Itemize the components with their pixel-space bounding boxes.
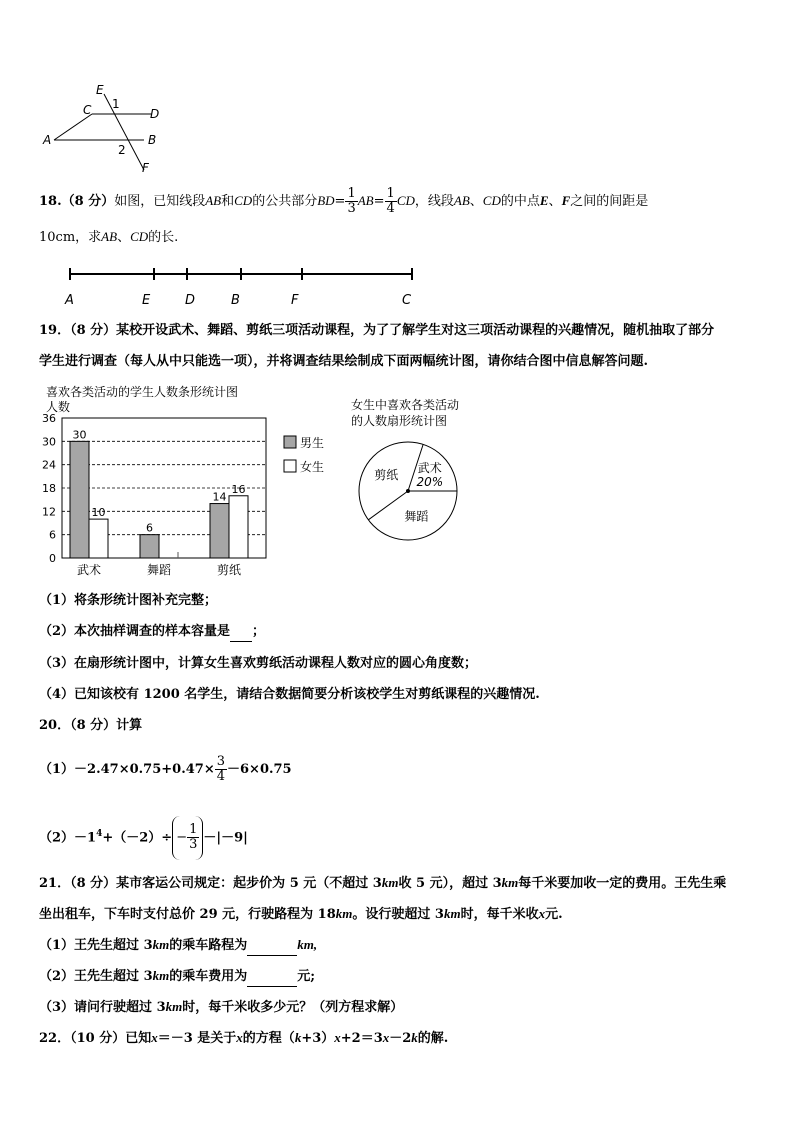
q19-sub3: （3）在扇形统计图中，计算女生喜欢剪纸活动课程人数对应的圆心角度数； xyxy=(39,656,478,671)
y-tick-label: 6 xyxy=(49,528,56,542)
data-label: 6 xyxy=(146,521,153,535)
label-e: E xyxy=(96,83,104,97)
bar-chart-title: 喜欢各类活动的学生人数条形统计图 xyxy=(46,385,239,399)
fraction-one-fourth: $\frac{1}{4}$ xyxy=(386,186,395,216)
y-tick-label: 36 xyxy=(42,412,56,425)
y-tick-label: 24 xyxy=(42,458,56,472)
x-tick-label: 舞蹈 xyxy=(146,563,172,577)
q19-sub2: （2）本次抽样调查的样本容量是 ； xyxy=(39,623,265,642)
seg-label-c: C xyxy=(402,293,412,308)
seg-label-e: E xyxy=(142,293,151,308)
data-label: 10 xyxy=(91,506,106,520)
answer-blank[interactable] xyxy=(230,623,252,642)
label-2: 2 xyxy=(118,143,126,157)
bar-女生-剪纸 xyxy=(229,496,248,558)
x-tick-label: 武术 xyxy=(76,563,102,577)
q19-sub4: （4）已知该校有 1200 名学生，请结合数据简要分析该校学生对剪纸课程的兴趣情况. xyxy=(39,687,540,702)
label-b: B xyxy=(148,133,157,147)
y-tick-label: 30 xyxy=(42,435,56,449)
pie-slice-label: 舞蹈 xyxy=(404,509,429,524)
label-a: A xyxy=(43,133,52,147)
q21-sub2: （2）王先生超过 3km的乘车费用为 元; xyxy=(39,967,315,987)
data-label: 30 xyxy=(72,428,87,442)
seg-label-b: B xyxy=(231,293,240,308)
y-tick-label: 12 xyxy=(42,505,56,519)
x-tick-label: 剪纸 xyxy=(216,563,242,577)
legend-label: 男生 xyxy=(300,436,325,450)
q19-sub1: （1）将条形统计图补充完整； xyxy=(39,593,218,608)
segment-figure xyxy=(60,262,430,312)
seg-label-a: A xyxy=(65,293,74,308)
line-ac xyxy=(54,114,92,140)
bar-男生-舞蹈 xyxy=(140,535,159,558)
paren-fraction: − $\frac{1}{3}$ xyxy=(172,816,203,861)
fraction-one-third: $\frac{1}{3}$ xyxy=(347,186,356,216)
pie-chart xyxy=(350,435,470,545)
seg-label-f: F xyxy=(291,293,299,308)
q19-line2: 学生进行调查（每人从中只能选一项），并将调查结果绘制成下面两幅统计图，请你结合图中信息解答问题. xyxy=(39,354,649,369)
y-tick-label: 0 xyxy=(49,552,56,565)
q18-line2: 10cm，求AB、CD的长. xyxy=(39,229,179,245)
q19-line1: 19．（8 分）某校开设武术、舞蹈、剪纸三项活动课程，为了了解学生对这三项活动课程的兴趣情况，随机抽取了部分 xyxy=(39,323,715,338)
data-label: 16 xyxy=(231,482,246,496)
fraction-three-fourths: $\frac{3}{4}$ xyxy=(216,754,225,784)
q20-expr1: （1）－2.47×0.75+0.47× $\frac{3}{4}$ －6×0.75 xyxy=(39,754,292,784)
q20-expr2: $(2)-1^4+(-2)\div$ − $\frac{1}{3}$ －|－9| xyxy=(39,812,248,860)
data-label: 14 xyxy=(212,490,227,504)
legend-swatch xyxy=(284,460,296,472)
pie-chart-title-1: 女生中喜欢各类活动 xyxy=(351,398,460,412)
bar-chart-ylabel: 人数 xyxy=(46,400,71,414)
pie-slice-label: 武术 xyxy=(417,461,442,476)
label-c: C xyxy=(83,103,92,117)
q21-line2: 坐出租车，下车时支付总价 29 元，行驶路程为 18km。设行驶超过 3km时，每千米收x元. xyxy=(39,906,563,922)
label-f: F xyxy=(142,161,149,175)
y-tick-label: 18 xyxy=(42,482,56,495)
transversal-ef xyxy=(104,94,144,170)
bar-男生-武术 xyxy=(70,441,89,558)
pie-percent-label: 20% xyxy=(416,475,444,490)
answer-blank[interactable] xyxy=(247,937,297,956)
legend-swatch xyxy=(284,436,296,448)
answer-blank[interactable] xyxy=(247,968,297,987)
bar-男生-剪纸 xyxy=(210,504,229,558)
pie-center-dot xyxy=(406,489,410,493)
q18-line1: 18.（8 分）如图，已知线段AB和CD的公共部分BD= $\frac{1}{3}$ AB= $\frac{1}{4}$ CD，线段AB、CD的中点E、F之间的间距是 xyxy=(39,186,649,216)
bar-chart xyxy=(30,410,340,585)
pie-chart-title-2: 的人数扇形统计图 xyxy=(351,414,448,428)
parallel-lines-figure xyxy=(40,80,180,180)
q21-line1: 21．（8 分）某市客运公司规定：起步价为 5 元（不超过 3km收 5 元），超过 3km每千米要加收一定的费用。王先生乘 xyxy=(39,875,727,891)
q22-line: 22．（10 分）已知x＝－3 是关于x的方程（k+3）x+2＝3x－2k的解. xyxy=(39,1030,449,1046)
label-d: D xyxy=(150,107,160,121)
q21-sub1: （1）王先生超过 3km的乘车路程为 km, xyxy=(39,936,317,956)
q20-heading: 20．（8 分）计算 xyxy=(39,718,143,733)
q21-sub3: （3）请问行驶超过 3km时，每千米收多少元？（列方程求解） xyxy=(39,999,404,1015)
bar-女生-武术 xyxy=(89,519,108,558)
seg-label-d: D xyxy=(185,293,196,308)
pie-slice-label: 剪纸 xyxy=(374,468,399,483)
legend-label: 女生 xyxy=(300,460,325,474)
label-1: 1 xyxy=(112,97,120,111)
